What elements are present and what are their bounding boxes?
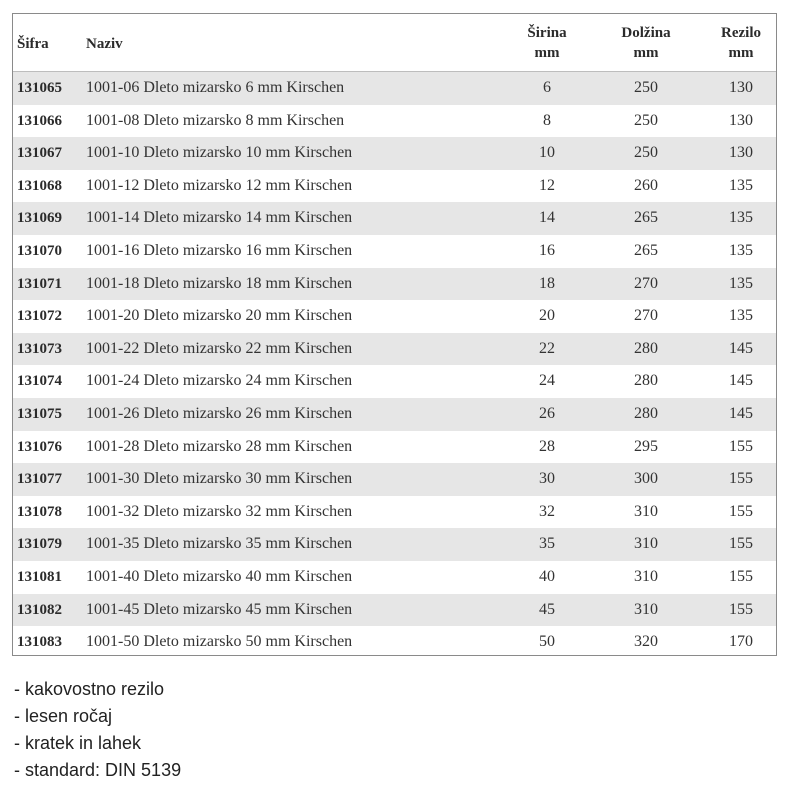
note-item: - kratek in lahek [14, 733, 142, 753]
cell-sirina: 26 [539, 404, 555, 422]
note-item: - kakovostno rezilo [14, 679, 165, 699]
cell-rezilo: 130 [729, 111, 753, 129]
cell-dolzina: 265 [634, 241, 658, 259]
header-naziv: Naziv [86, 36, 123, 52]
cell-rezilo: 155 [729, 502, 753, 520]
cell-sirina: 18 [539, 274, 555, 292]
cell-name: 1001-06 Dleto mizarsko 6 mm Kirschen [86, 79, 345, 96]
cell-name: 1001-50 Dleto mizarsko 50 mm Kirschen [86, 633, 353, 651]
cell-rezilo: 155 [729, 600, 753, 618]
cell-rezilo: 155 [729, 470, 753, 488]
cell-code: 131079 [17, 536, 62, 553]
table-row [13, 202, 776, 235]
header-sirina-label: Širina [527, 25, 567, 41]
table-row [13, 594, 776, 627]
header-rezilo [696, 23, 786, 63]
cell-name: 1001-40 Dleto mizarsko 40 mm Kirschen [86, 567, 353, 585]
cell-name: 1001-32 Dleto mizarsko 32 mm Kirschen [86, 502, 353, 520]
cell-code: 131066 [17, 112, 62, 129]
table-row [13, 268, 776, 301]
cell-code: 131068 [17, 177, 62, 194]
header-dolzina-label: Dolžina [621, 25, 671, 41]
cell-name: 1001-35 Dleto mizarsko 35 mm Kirschen [86, 535, 353, 553]
cell-name: 1001-24 Dleto mizarsko 24 mm Kirschen [86, 372, 353, 390]
table-row [13, 431, 776, 464]
note-item: - lesen ročaj [14, 706, 113, 726]
cell-sirina: 24 [539, 372, 555, 390]
cell-name: 1001-28 Dleto mizarsko 28 mm Kirschen [86, 437, 353, 455]
cell-dolzina: 270 [634, 307, 658, 325]
cell-name: 1001-30 Dleto mizarsko 30 mm Kirschen [86, 470, 353, 488]
cell-name: 1001-10 Dleto mizarsko 10 mm Kirschen [86, 144, 353, 162]
cell-dolzina: 310 [634, 600, 658, 618]
cell-dolzina: 280 [634, 404, 658, 422]
cell-rezilo: 135 [729, 274, 753, 292]
table-row [13, 561, 776, 594]
header-dolzina-unit: mm [633, 45, 659, 61]
cell-dolzina: 310 [634, 535, 658, 553]
cell-code: 131081 [17, 568, 62, 585]
cell-sirina: 28 [539, 437, 555, 455]
table-row [13, 170, 776, 203]
cell-rezilo: 145 [729, 339, 753, 357]
table-row [13, 463, 776, 496]
cell-dolzina: 300 [634, 470, 658, 488]
cell-code: 131070 [17, 242, 62, 259]
cell-sirina: 10 [539, 144, 555, 162]
cell-name: 1001-20 Dleto mizarsko 20 mm Kirschen [86, 307, 353, 325]
cell-rezilo: 130 [729, 144, 753, 162]
cell-sirina: 35 [539, 535, 555, 553]
cell-code: 131074 [17, 373, 62, 390]
cell-dolzina: 265 [634, 209, 658, 227]
table-row [13, 300, 776, 333]
cell-code: 131083 [17, 634, 62, 651]
table-row [13, 105, 776, 138]
cell-sirina: 32 [539, 502, 555, 520]
table-row [13, 496, 776, 529]
cell-dolzina: 320 [634, 633, 658, 651]
header-sirina [502, 23, 592, 63]
cell-sirina: 12 [539, 176, 555, 194]
cell-sirina: 16 [539, 241, 555, 259]
cell-code: 131065 [17, 80, 62, 96]
cell-sirina: 40 [539, 567, 555, 585]
cell-name: 1001-45 Dleto mizarsko 45 mm Kirschen [86, 600, 353, 618]
cell-rezilo: 135 [729, 307, 753, 325]
cell-dolzina: 280 [634, 339, 658, 357]
cell-sirina: 20 [539, 307, 555, 325]
cell-name: 1001-26 Dleto mizarsko 26 mm Kirschen [86, 404, 353, 422]
cell-sirina: 6 [543, 79, 551, 96]
cell-name: 1001-12 Dleto mizarsko 12 mm Kirschen [86, 176, 353, 194]
cell-rezilo: 155 [729, 437, 753, 455]
table-row [13, 137, 776, 170]
cell-sirina: 22 [539, 339, 555, 357]
cell-name: 1001-08 Dleto mizarsko 8 mm Kirschen [86, 111, 345, 129]
cell-rezilo: 155 [729, 567, 753, 585]
table-row [13, 365, 776, 398]
cell-name: 1001-18 Dleto mizarsko 18 mm Kirschen [86, 274, 353, 292]
cell-dolzina: 280 [634, 372, 658, 390]
table-row [13, 333, 776, 366]
cell-code: 131067 [17, 145, 62, 162]
cell-sirina: 45 [539, 600, 555, 618]
cell-name: 1001-14 Dleto mizarsko 14 mm Kirschen [86, 209, 353, 227]
cell-dolzina: 250 [634, 79, 658, 96]
table-header [13, 14, 776, 71]
header-rezilo-label: Rezilo [721, 25, 761, 41]
cell-code: 131082 [17, 601, 62, 618]
cell-code: 131078 [17, 503, 62, 520]
cell-dolzina: 250 [634, 111, 658, 129]
header-dolzina [601, 23, 691, 63]
table-body [13, 72, 776, 659]
table-row [13, 235, 776, 268]
header-sifra: Šifra [17, 36, 49, 52]
cell-code: 131069 [17, 210, 62, 227]
cell-code: 131077 [17, 471, 62, 488]
cell-rezilo: 145 [729, 404, 753, 422]
header-rezilo-unit: mm [728, 45, 754, 61]
cell-rezilo: 145 [729, 372, 753, 390]
cell-dolzina: 295 [634, 437, 658, 455]
table-row [13, 626, 776, 659]
cell-sirina: 14 [539, 209, 555, 227]
cell-name: 1001-22 Dleto mizarsko 22 mm Kirschen [86, 339, 353, 357]
feature-notes [14, 676, 181, 784]
cell-dolzina: 310 [634, 502, 658, 520]
cell-code: 131071 [17, 275, 62, 292]
cell-name: 1001-16 Dleto mizarsko 16 mm Kirschen [86, 241, 353, 259]
note-item: - standard: DIN 5139 [14, 760, 182, 780]
table-row [13, 398, 776, 431]
header-sirina-unit: mm [534, 45, 560, 61]
cell-rezilo: 155 [729, 535, 753, 553]
table-row [13, 528, 776, 561]
cell-rezilo: 130 [729, 79, 753, 96]
product-table [12, 13, 777, 656]
cell-dolzina: 310 [634, 567, 658, 585]
cell-rezilo: 135 [729, 209, 753, 227]
cell-sirina: 30 [539, 470, 555, 488]
cell-code: 131075 [17, 405, 62, 422]
cell-code: 131072 [17, 308, 62, 325]
cell-dolzina: 250 [634, 144, 658, 162]
cell-rezilo: 170 [729, 633, 753, 651]
cell-rezilo: 135 [729, 176, 753, 194]
cell-sirina: 8 [543, 111, 551, 129]
table-row [13, 72, 776, 105]
cell-code: 131076 [17, 438, 62, 455]
cell-dolzina: 270 [634, 274, 658, 292]
cell-sirina: 50 [539, 633, 555, 651]
cell-dolzina: 260 [634, 176, 658, 194]
cell-code: 131073 [17, 340, 62, 357]
cell-rezilo: 135 [729, 241, 753, 259]
